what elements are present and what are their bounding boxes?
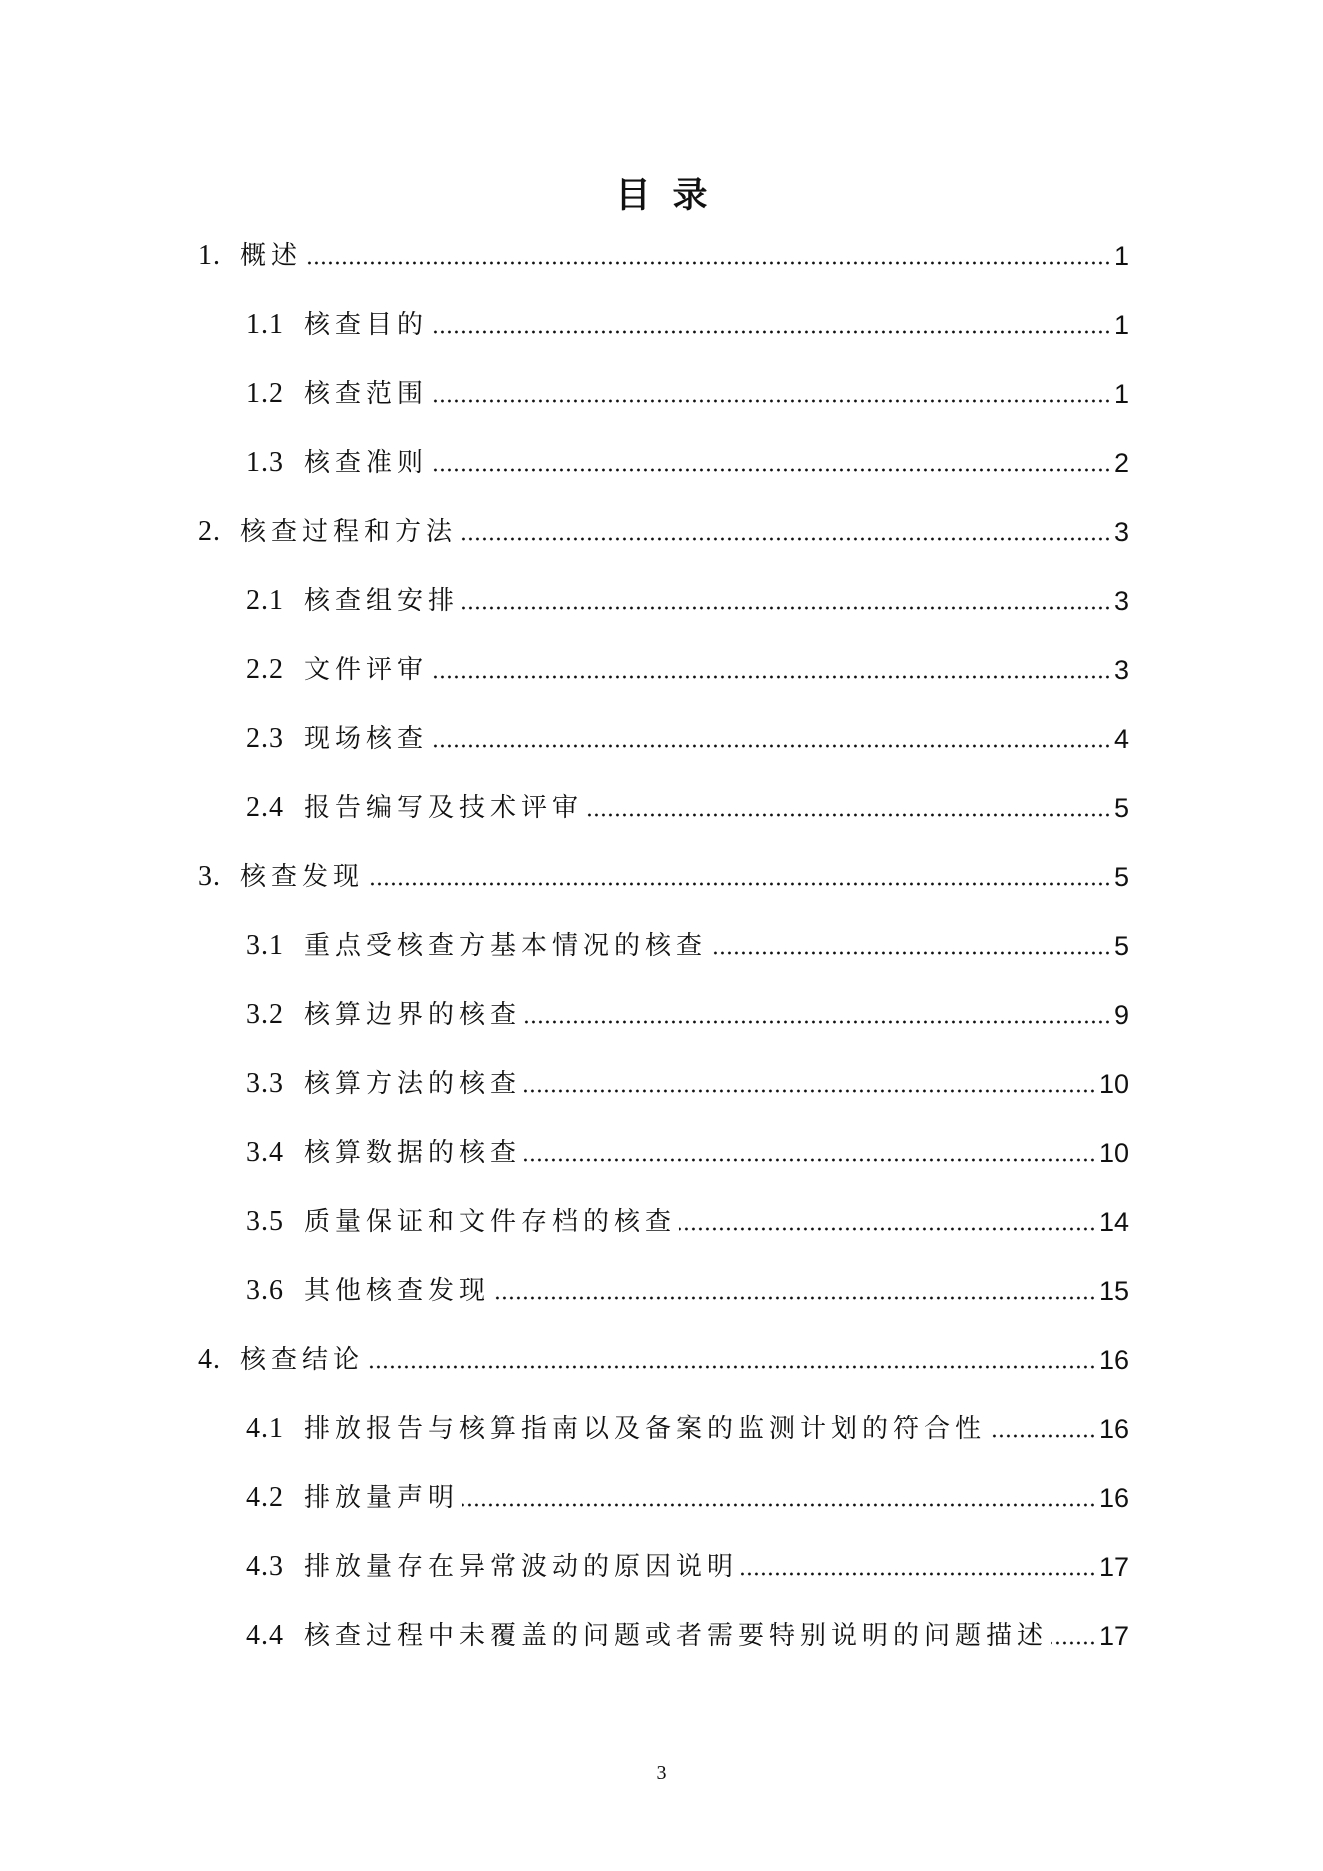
toc-entry[interactable] [246,1612,1129,1656]
toc-dot-leader [431,398,1111,404]
toc-entry-page: 14 [1098,1207,1129,1237]
toc-entry-page: 5 [1113,862,1129,892]
toc-entry[interactable] [246,1267,1129,1311]
toc-entry-label: 核查过程中未覆盖的问题或者需要特别说明的问题描述 [304,1621,1049,1651]
toc-entry-label: 核查过程和方法 [240,517,458,547]
toc-entry-label: 核查目的 [304,310,429,340]
toc-dot-leader [741,1571,1096,1577]
toc-entry-label: 核算数据的核查 [304,1138,522,1168]
toc-entry[interactable] [246,1129,1129,1173]
toc-entry-label: 核查组安排 [304,586,460,616]
toc-entry[interactable] [246,439,1129,483]
toc-entry-label: 核查准则 [304,448,429,478]
toc-entry-label: 核算方法的核查 [304,1069,522,1099]
toc-entry-label: 排放报告与核算指南以及备案的监测计划的符合性 [304,1414,987,1444]
toc-entry-page: 17 [1098,1552,1129,1582]
toc-entry-number: 3.3 [246,1068,284,1099]
toc-dot-leader [710,950,1111,956]
toc-entry-number: 2.2 [246,654,284,685]
toc-entry-page: 15 [1098,1276,1129,1306]
toc-entry-page: 3 [1113,655,1129,685]
toc-entry-label: 核算边界的核查 [304,1000,522,1030]
toc-dot-leader [367,881,1111,887]
toc-dot-leader [679,1226,1096,1232]
toc-entry[interactable] [246,922,1129,966]
toc-dot-leader [586,812,1111,818]
toc-entry[interactable] [246,370,1129,414]
toc-entry[interactable] [198,853,1129,897]
toc-entry[interactable] [246,646,1129,690]
toc-entry-label: 排放量声明 [304,1483,460,1513]
toc-dot-leader [431,674,1111,680]
toc-entry-number: 1.3 [246,447,284,478]
toc-entry-label: 排放量存在异常波动的原因说明 [304,1552,739,1582]
toc-entry-number: 3.2 [246,999,284,1030]
toc-entry[interactable] [198,1336,1129,1380]
toc-entry-label: 质量保证和文件存档的核查 [304,1207,677,1237]
toc-entry-number: 3.1 [246,930,284,961]
toc-entry-label: 核查发现 [240,862,365,892]
toc-entry[interactable] [246,1405,1129,1449]
toc-entry[interactable] [246,1198,1129,1242]
toc-entry-number: 4.3 [246,1551,284,1582]
toc-dot-leader [431,329,1111,335]
toc-entry-number: 3.6 [246,1275,284,1306]
toc-entry-label: 概述 [240,241,303,271]
toc-entry[interactable] [246,1474,1129,1518]
toc-entry-label: 文件评审 [304,655,429,685]
toc-entry[interactable] [246,715,1129,759]
toc-dot-leader [493,1295,1096,1301]
toc-entry-label: 报告编写及技术评审 [304,793,584,823]
toc-entry-label: 重点受核查方基本情况的核查 [304,931,708,961]
toc-entry-page: 5 [1113,931,1129,961]
toc-entry-number: 2.4 [246,792,284,823]
toc-dot-leader [462,1502,1096,1508]
page-number: 3 [656,1762,667,1784]
toc-dot-leader [524,1088,1096,1094]
toc-entry-page: 17 [1098,1621,1129,1651]
toc-entry-label: 现场核查 [304,724,429,754]
toc-entry[interactable] [246,577,1129,621]
toc-entry[interactable] [246,784,1129,828]
toc-entry-page: 1 [1113,379,1129,409]
toc-dot-leader [431,743,1111,749]
toc-entry-label: 核查结论 [240,1345,365,1375]
toc-entry-page: 16 [1098,1345,1129,1375]
toc-title: 目录 [615,176,730,216]
toc-entry-page: 10 [1098,1069,1129,1099]
toc-entry-number: 1. [198,240,221,271]
toc-entry-page: 2 [1113,448,1129,478]
toc-entry-page: 10 [1098,1138,1129,1168]
toc-entry-number: 2.1 [246,585,284,616]
toc-entry[interactable] [246,1060,1129,1104]
toc-entry[interactable] [198,508,1129,552]
toc-dot-leader [1051,1640,1096,1646]
toc-entry-page: 3 [1113,517,1129,547]
toc-entry-page: 1 [1113,241,1129,271]
toc-entry-number: 4. [198,1344,221,1375]
toc-entry-page: 3 [1113,586,1129,616]
toc-entry-number: 1.1 [246,309,284,340]
toc-dot-leader [431,467,1111,473]
toc-entry-page: 1 [1113,310,1129,340]
toc-entry-label: 核查范围 [304,379,429,409]
toc-entry-number: 2.3 [246,723,284,754]
toc-entry-number: 4.1 [246,1413,284,1444]
toc-entry-page: 5 [1113,793,1129,823]
toc-entry-page: 16 [1098,1483,1129,1513]
toc-dot-leader [367,1364,1096,1370]
toc-dot-leader [305,260,1111,266]
toc-entry-number: 3. [198,861,221,892]
toc-dot-leader [462,605,1111,611]
toc-entry[interactable] [198,232,1129,276]
toc-entry-page: 4 [1113,724,1129,754]
toc-entry[interactable] [246,1543,1129,1587]
toc-entry-number: 4.2 [246,1482,284,1513]
toc-entry-number: 1.2 [246,378,284,409]
toc-dot-leader [460,536,1111,542]
toc-entry-number: 2. [198,516,221,547]
toc-dot-leader [989,1433,1096,1439]
toc-entry[interactable] [246,301,1129,345]
toc-entry[interactable] [246,991,1129,1035]
toc-entry-number: 4.4 [246,1620,284,1651]
toc-entry-page: 16 [1098,1414,1129,1444]
toc-entry-page: 9 [1113,1000,1129,1030]
toc-entry-label: 其他核查发现 [304,1276,491,1306]
toc-dot-leader [524,1019,1111,1025]
toc-dot-leader [524,1157,1096,1163]
toc-entry-number: 3.4 [246,1137,284,1168]
toc-entry-number: 3.5 [246,1206,284,1237]
